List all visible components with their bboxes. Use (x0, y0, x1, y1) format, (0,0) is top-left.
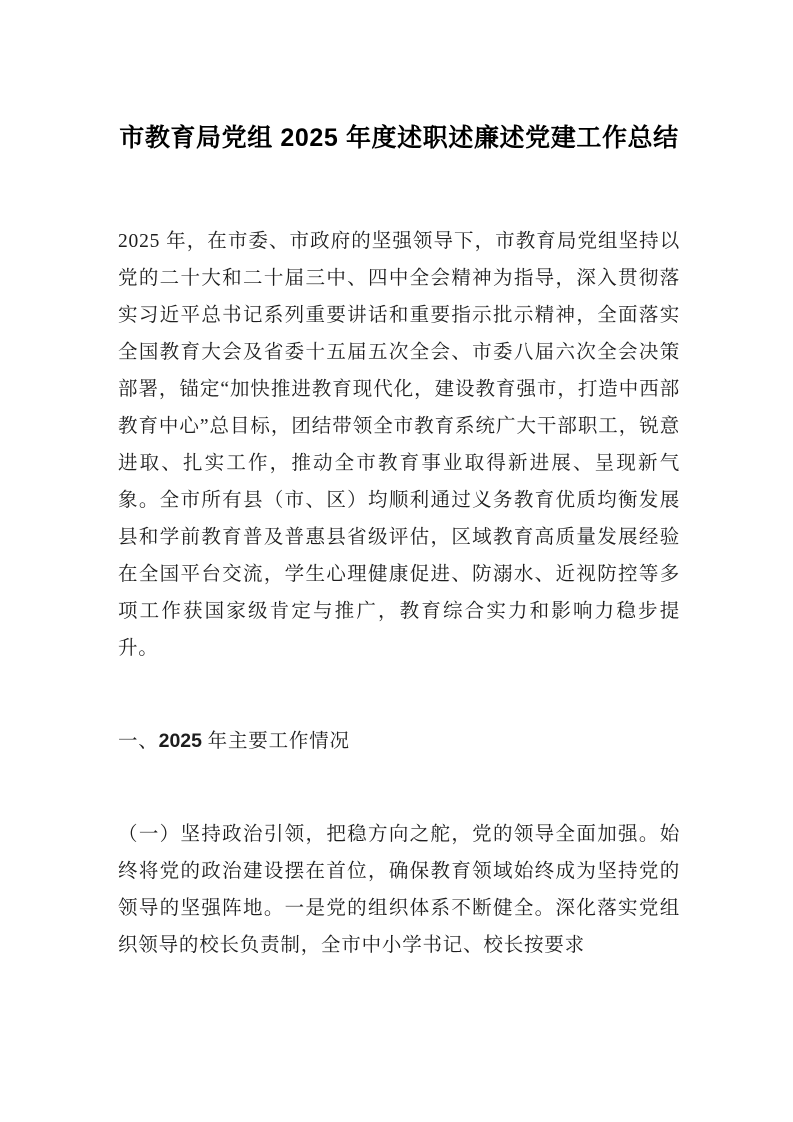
title-block (118, 0, 680, 155)
subsection-one-paragraph: （一）坚持政治引领，把稳方向之舵，党的领导全面加强。始终将党的政治建设摆在首位，确保教育领域始终成为坚持党的领导的坚强阵地。一是党的组织体系不断健全。深化落实党组织领导的校长负责制，全市中小学书记、校长按要求 (118, 823, 680, 956)
section-heading-one: 一、2025 年主要工作情况 (118, 729, 350, 752)
document-content-column (118, 0, 680, 964)
spacer-after-title (118, 155, 680, 223)
page-title: 市教育局党组 2025 年度述职述廉述党建工作总结 (119, 124, 679, 152)
spacer-after-section-heading (118, 760, 680, 816)
spacer-before-section-heading (118, 667, 680, 723)
opening-paragraph: 2025 年，在市委、市政府的坚强领导下，市教育局党组坚持以党的二十大和二十届三中、四中全会精神为指导，深入贯彻落实习近平总书记系列重要讲话和重要指示批示精神，全面落实全国教育大会及省委十五届五次全会、市委八届六次全会决策部署，锚定“加快推进教育现代化，建设教育强市，打造中西部教育中心”总目标，团结带领全市教育系统广大干部职工，锐意进取、扎实工作，推动全市教育事业取得新进展、呈现新气象。全市所有县（市、区）均顺利通过义务教育优质均衡发展县和学前教育普及普惠县省级评估，区域教育高质量发展经验在全国平台交流，学生心理健康促进、防溺水、近视防控等多项工作获国家级肯定与推广，教育综合实力和影响力稳步提升。 (118, 230, 681, 659)
